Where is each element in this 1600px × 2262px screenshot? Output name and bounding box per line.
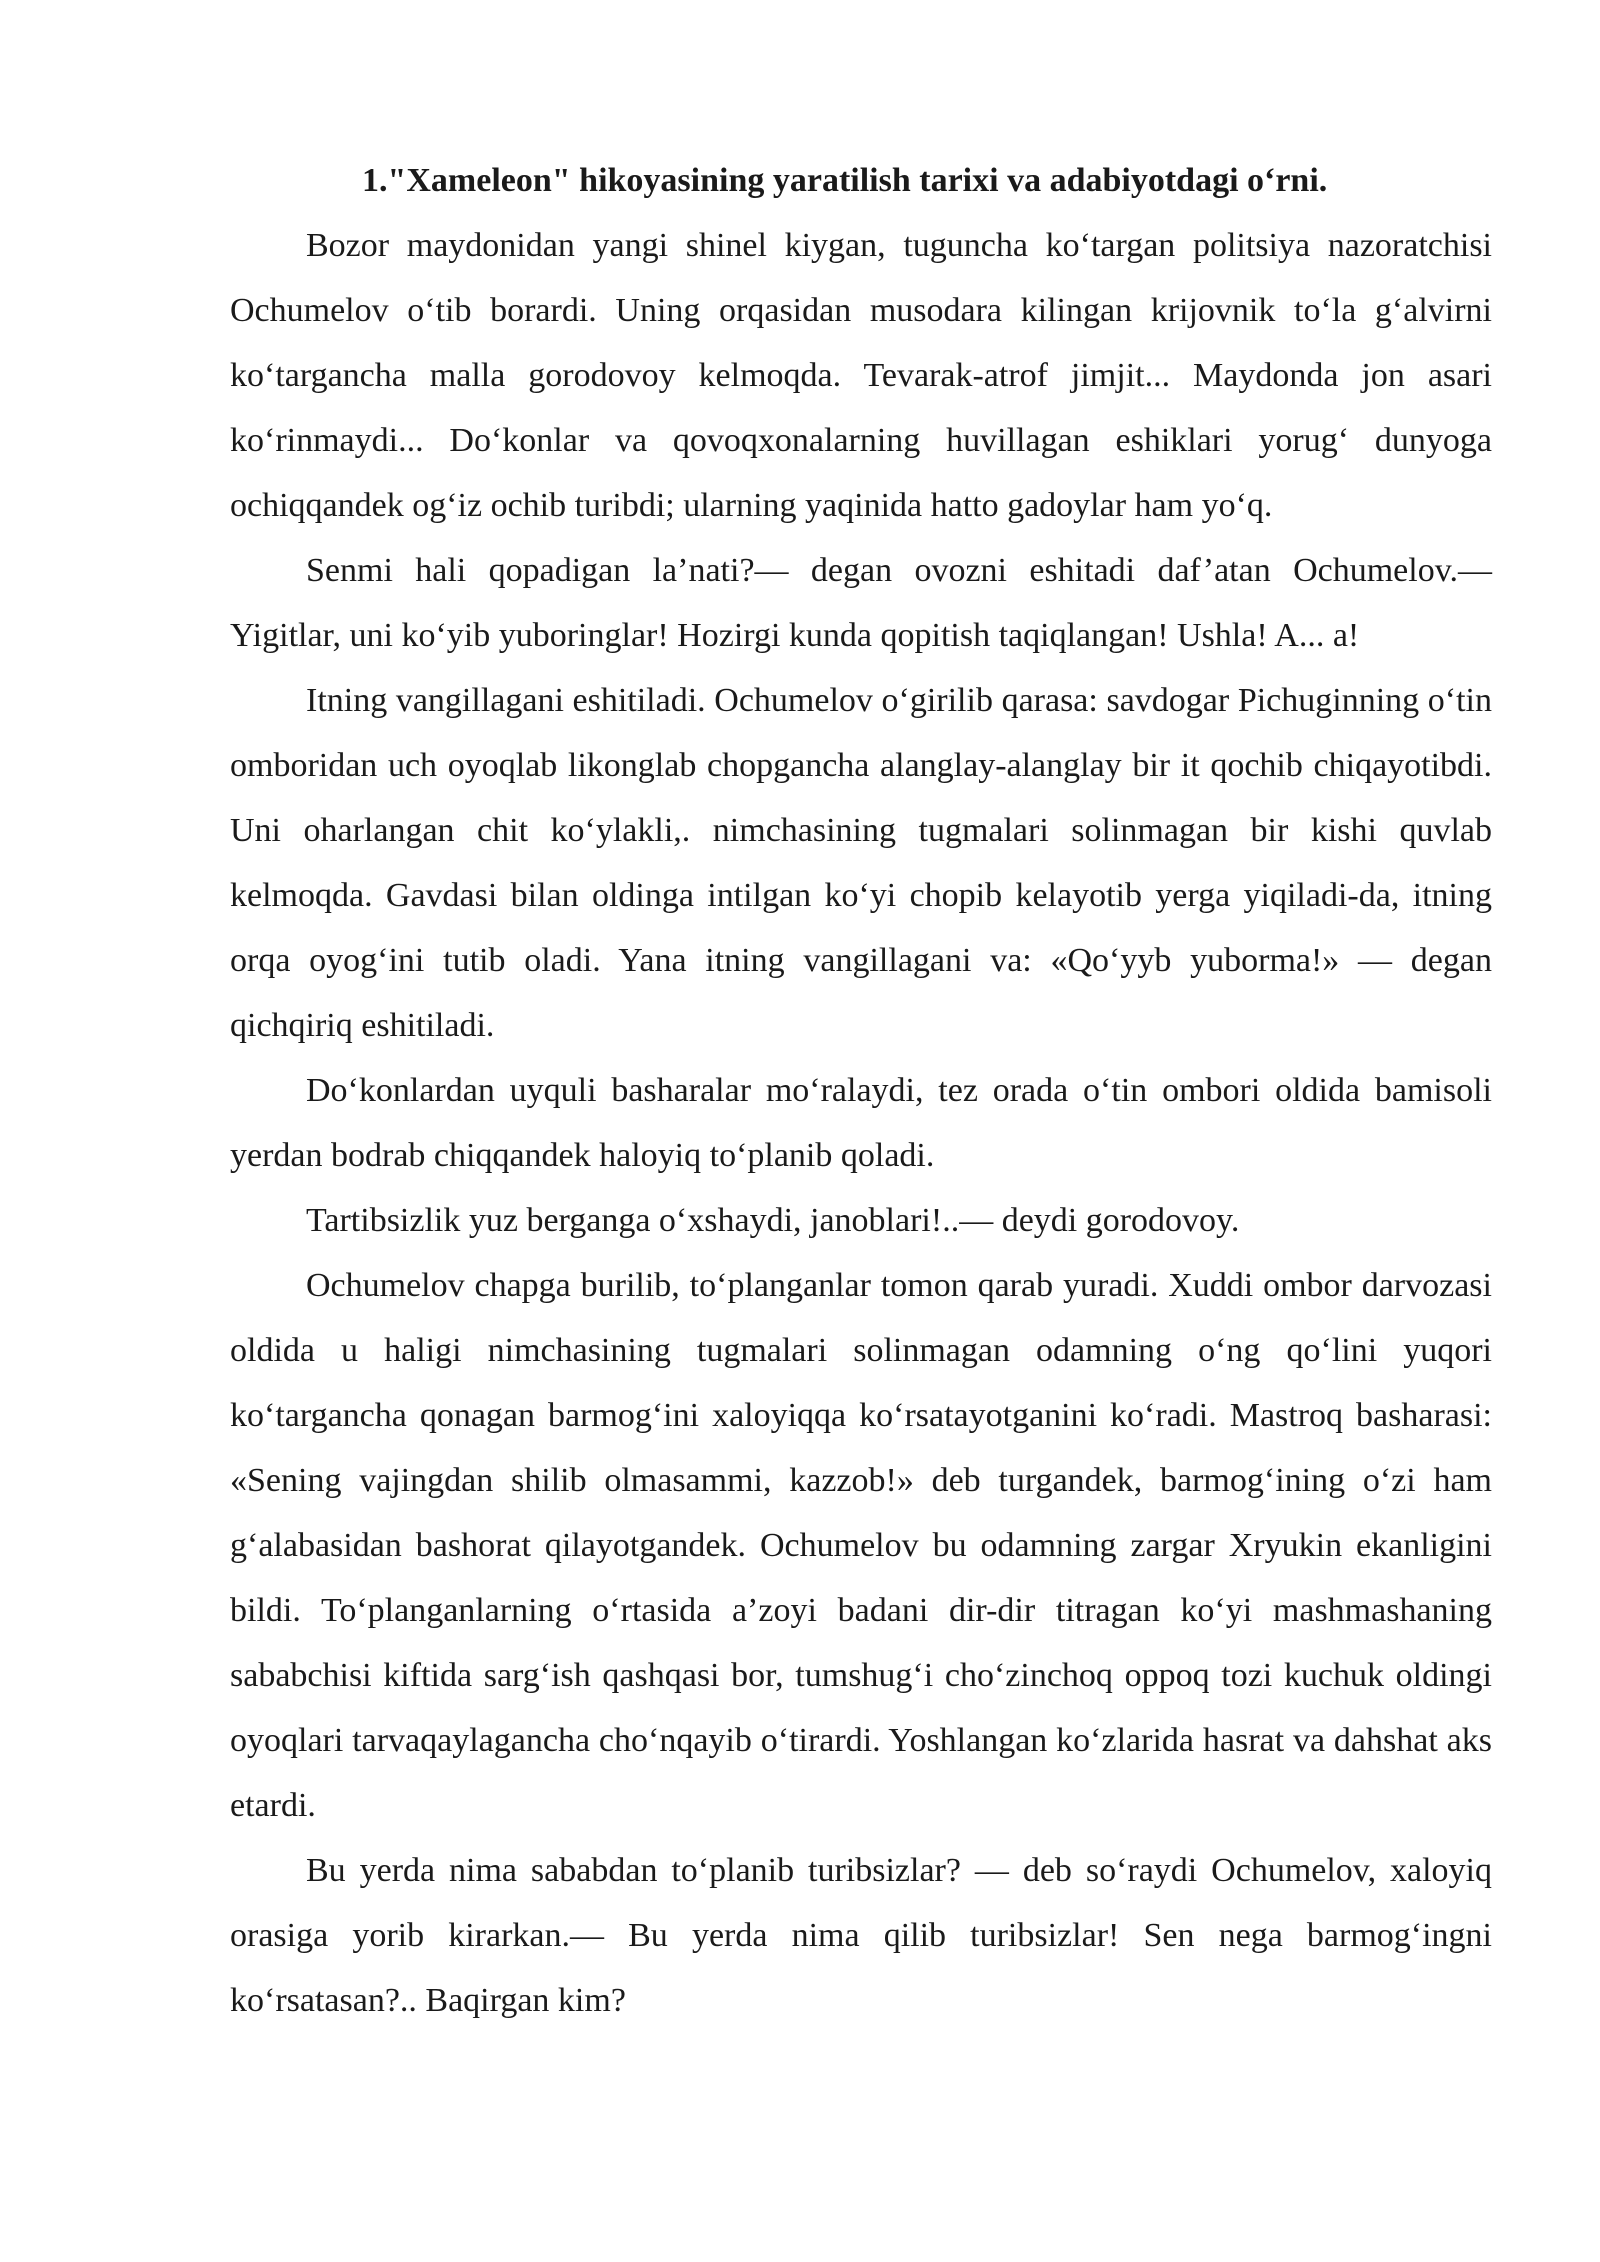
document-body: [230, 148, 1492, 2033]
paragraph: Tartibsizlik yuz berganga o‘xshaydi, janoblari!..— deydi gorodovoy.: [306, 1202, 1240, 1239]
paragraph: Ochumelov chapga burilib, to‘planganlar tomon qarab yuradi. Xuddi ombor darvozasi oldida u haligi nimchasining tugmalari solinmagan odamning o‘ng qo‘lini yuqori ko‘targancha qonagan barmog‘ini xaloyiqqa ko‘rsatayotganini ko‘radi. Mastroq basharasi: «Sening vajingdan shilib olmasammi, kazzob!» deb turgandek, barmog‘ining o‘zi ham g‘alabasidan bashorat qilayotgandek. Ochumelov bu odamning zargar Xryukin ekanligini bildi. To‘planganlarning o‘rtasida a’zoyi badani dir-dir titragan ko‘yi mashmashaning sababchisi kiftida sarg‘ish qashqasi bor, tumshug‘i cho‘zinchoq oppoq tozi kuchuk oldingi oyoqlari tarvaqaylagancha cho‘nqayib o‘tirardi. Yoshlangan ko‘zlarida hasrat va dahshat aks etardi.: [230, 1267, 1492, 1824]
paragraph: Itning vangillagani eshitiladi. Ochumelov o‘girilib qarasa: savdogar Pichuginning o‘tin omboridan uch oyoqlab likonglab chopgancha alanglay-alanglay bir it qochib chiqayotibdi. Uni oharlangan chit ko‘ylakli,. nimchasining tugmalari solinmagan bir kishi quvlab kelmoqda. Gavdasi bilan oldinga intilgan ko‘yi chopib kelayotib yerga yiqiladi-da, itning orqa oyog‘ini tutib oladi. Yana itning vangillagani va: «Qo‘yyb yuborma!» — degan qichqiriq eshitiladi.: [230, 682, 1492, 1044]
paragraph: Bu yerda nima sababdan to‘planib turibsizlar? — deb so‘raydi Ochumelov, xaloyiq orasiga yorib kirarkan.— Bu yerda nima qilib turibsizlar! Sen nega barmog‘ingni ko‘rsatasan?.. Baqirgan kim?: [230, 1852, 1492, 2019]
paragraph: Bozor maydonidan yangi shinel kiygan, tuguncha ko‘targan politsiya nazoratchisi Ochumelov o‘tib borardi. Uning orqasidan musodara kilingan krijovnik to‘la g‘alvirni ko‘targancha malla gorodovoy kelmoqda. Tevarak-atrof jimjit... Maydonda jon asari ko‘rinmaydi... Do‘konlar va qovoqxonalarning huvillagan eshiklari yorug‘ dunyoga ochiqqandek og‘iz ochib turibdi; ularning yaqinida hatto gadoylar ham yo‘q.: [230, 227, 1492, 524]
paragraph: Senmi hali qopadigan la’nati?— degan ovozni eshitadi daf’atan Ochumelov.— Yigitlar, uni ko‘yib yuboringlar! Hozirgi kunda qopitish taqiqlangan! Ushla! A... a!: [230, 552, 1492, 654]
document-title: 1."Xameleon" hikoyasining yaratilish tarixi va adabiyotdagi o‘rni.: [362, 162, 1328, 199]
paragraph: Do‘konlardan uyquli basharalar mo‘ralaydi, tez orada o‘tin ombori oldida bamisoli yerdan bodrab chiqqandek haloyiq to‘planib qoladi.: [230, 1072, 1492, 1174]
